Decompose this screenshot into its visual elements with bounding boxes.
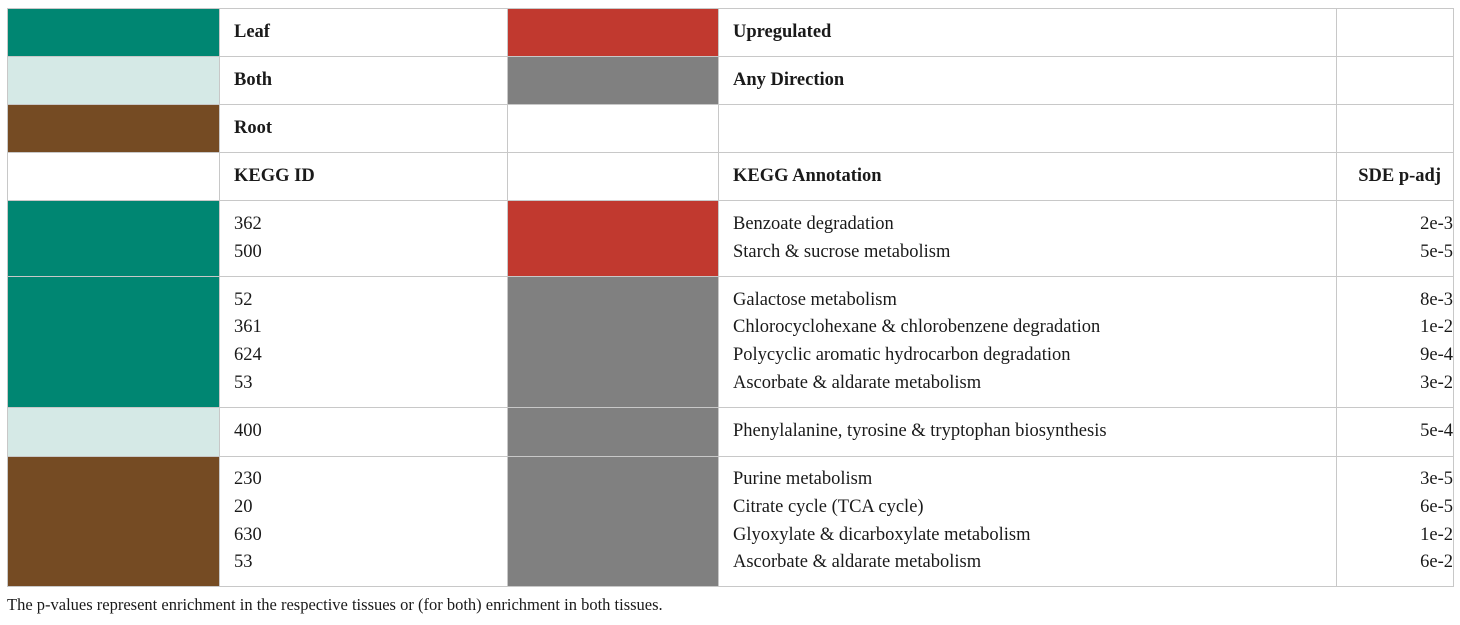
empty-cell — [508, 105, 719, 153]
kegg-id: 362 — [234, 213, 262, 234]
kegg-id-cell — [220, 457, 508, 587]
kegg-id: 624 — [234, 345, 262, 365]
padj-value: 2e-3 — [1420, 213, 1453, 234]
group-row — [8, 457, 1454, 587]
padj-cell — [1337, 277, 1454, 408]
padj-value: 1e-2 — [1420, 317, 1453, 338]
kegg-id-cell — [220, 408, 508, 457]
kegg-annotation: Purine metabolism — [733, 469, 873, 490]
kegg-id: 20 — [234, 496, 253, 517]
kegg-annotation-cell — [719, 408, 1337, 457]
padj-value: 1e-2 — [1420, 524, 1453, 545]
kegg-id: 230 — [234, 469, 262, 490]
kegg-id: 400 — [234, 421, 262, 442]
kegg-id: 630 — [234, 524, 262, 545]
kegg-id-cell — [220, 277, 508, 408]
group-row — [8, 277, 1454, 408]
kegg-annotation: Galactose metabolism — [733, 289, 897, 310]
padj-value: 3e-5 — [1420, 469, 1453, 490]
kegg-annotation-cell — [719, 277, 1337, 408]
legend-both-label: Both — [220, 57, 508, 105]
header-sde-padj: SDE p-adj — [1337, 153, 1454, 201]
both-swatch — [8, 57, 220, 105]
kegg-annotation: Polycyclic aromatic hydrocarbon degradation — [733, 345, 1071, 365]
kegg-id-cell — [220, 201, 508, 277]
kegg-annotation: Citrate cycle (TCA cycle) — [733, 496, 924, 517]
padj-value: 6e-2 — [1420, 552, 1453, 573]
leaf-swatch — [8, 9, 220, 57]
tissue-swatch — [8, 201, 220, 277]
direction-swatch — [508, 277, 719, 408]
empty-cell — [1337, 9, 1454, 57]
kegg-enrichment-table — [7, 8, 1454, 587]
kegg-annotation-cell — [719, 457, 1337, 587]
empty-header-cell — [508, 153, 719, 201]
kegg-annotation: Ascorbate & aldarate metabolism — [733, 552, 982, 573]
legend-row — [8, 57, 1454, 105]
tissue-swatch — [8, 277, 220, 408]
kegg-id: 52 — [234, 289, 253, 310]
legend-row — [8, 9, 1454, 57]
kegg-annotation: Starch & sucrose metabolism — [733, 241, 951, 262]
group-row — [8, 201, 1454, 277]
kegg-id: 53 — [234, 372, 253, 393]
kegg-annotation: Chlorocyclohexane & chlorobenzene degradation — [733, 317, 1101, 338]
direction-swatch — [508, 457, 719, 587]
group-row — [8, 408, 1454, 457]
empty-cell — [1337, 57, 1454, 105]
header-kegg-annotation: KEGG Annotation — [719, 153, 1337, 201]
empty-cell — [719, 105, 1337, 153]
legend-root-label: Root — [220, 105, 508, 153]
padj-value: 8e-3 — [1420, 289, 1453, 310]
kegg-id: 500 — [234, 241, 262, 262]
padj-value: 3e-2 — [1420, 372, 1453, 393]
kegg-id: 361 — [234, 317, 262, 338]
padj-value: 6e-5 — [1420, 496, 1453, 517]
padj-value: 5e-5 — [1420, 241, 1453, 262]
any-direction-swatch — [508, 57, 719, 105]
padj-value: 5e-4 — [1420, 421, 1453, 442]
header-kegg-id: KEGG ID — [220, 153, 508, 201]
direction-swatch — [508, 201, 719, 277]
kegg-annotation: Glyoxylate & dicarboxylate metabolism — [733, 524, 1031, 545]
column-header-row — [8, 153, 1454, 201]
padj-value: 9e-4 — [1420, 345, 1453, 365]
padj-cell — [1337, 201, 1454, 277]
tissue-swatch — [8, 457, 220, 587]
kegg-annotation: Ascorbate & aldarate metabolism — [733, 372, 982, 393]
padj-cell — [1337, 457, 1454, 587]
tissue-swatch — [8, 408, 220, 457]
direction-swatch — [508, 408, 719, 457]
upregulated-swatch — [508, 9, 719, 57]
kegg-annotation: Benzoate degradation — [733, 213, 894, 234]
legend-any-direction-label: Any Direction — [719, 57, 1337, 105]
legend-row — [8, 105, 1454, 153]
root-swatch — [8, 105, 220, 153]
kegg-id: 53 — [234, 552, 253, 573]
kegg-annotation-cell — [719, 201, 1337, 277]
padj-cell — [1337, 408, 1454, 457]
table-footnote: The p-values represent enrichment in the respective tissues or (for both) enrichment in both tissues. — [7, 595, 663, 614]
kegg-annotation: Phenylalanine, tyrosine & tryptophan biosynthesis — [733, 421, 1107, 442]
legend-upregulated-label: Upregulated — [719, 9, 1337, 57]
empty-header-cell — [8, 153, 220, 201]
legend-leaf-label: Leaf — [220, 9, 508, 57]
empty-cell — [1337, 105, 1454, 153]
